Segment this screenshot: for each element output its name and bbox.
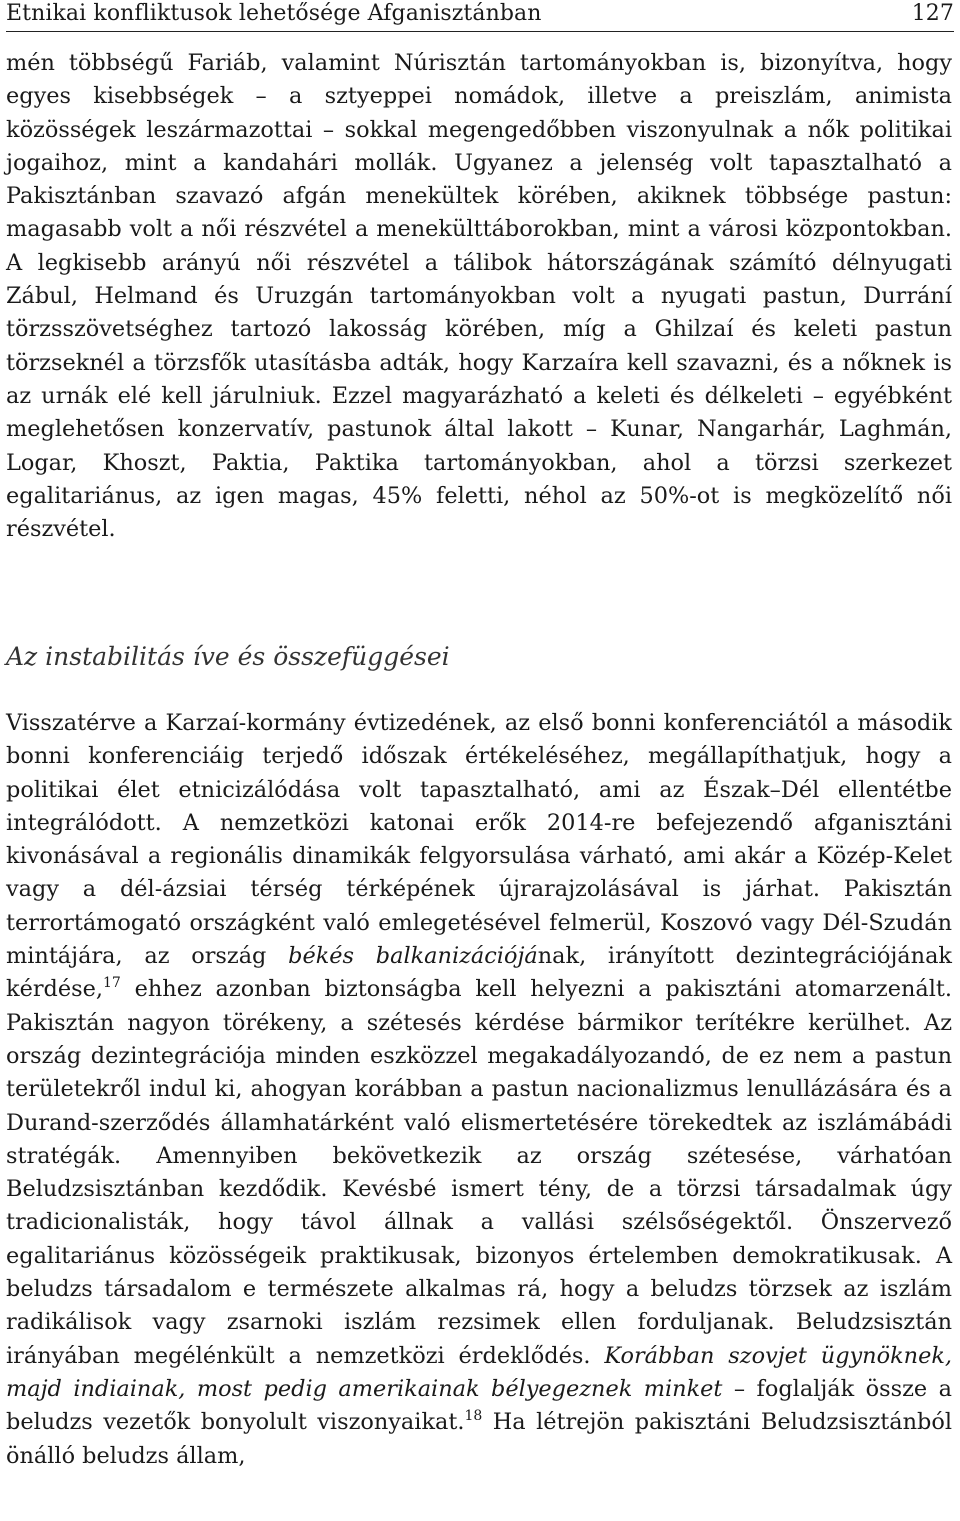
paragraph-2-text-4: – foglalják össze a beludzs vezetők bonyolult viszonyaikat. — [6, 1375, 953, 1436]
page-number: 127 — [911, 1, 954, 26]
running-title: Etnikai konfliktusok lehetősége Afganisztánban — [6, 1, 542, 26]
paragraph-2-text-2: nak, irányított dezintegrációjának kérdése, — [6, 943, 952, 1003]
italic-phrase-1: békés balkanizációjá — [288, 943, 538, 970]
paragraph-2-text-1: Visszatérve a Karzaí-kormány évtizedének, az első bonni konferenciától a második bonni konferenciáig terjedő időszak értékeléséhez, megállapíthatjuk, hogy a politikai élet etnicizálódása volt tapasztalható, ami az Észak–Dél ellentétbe integrálódott. A nemzetközi katonai erők 2014-re befejezendő afganisztáni kivonásával a regionális dinamikák felgyorsulása várható, ami akár a Közép-Kelet vagy a dél-ázsiai térség térképének újrarajzolásával is járhat. Pakisztán terrortámogató országként való emlegetésével felmerül, Koszovó vagy Dél-Szudán mintájára, az ország — [6, 710, 952, 970]
footnote-ref-17[interactable]: 17 — [102, 975, 121, 992]
italic-quote: Korábban szovjet ügynöknek, majd indiainak, most pedig amerikainak bélyegeznek minket — [6, 1342, 952, 1402]
section-heading: Az instabilitás íve és összefüggései — [6, 642, 450, 671]
body-paragraph-1: mén többségű Fariáb, valamint Núrisztán tartományokban is, bizonyítva, hogy egyes kisebbségek – a sztyeppei nomádok, illetve a preiszlám, animista közösségek leszármazottai – sokkal megengedőbben viszonyulnak a nők politikai jogaihoz, mint a kandahári mollák. Ugyanez a jelenség volt tapasztalható a Pakisztánban szavazó afgán menekültek körében, akiknek többsége pastun: magasabb volt a női részvétel a menekülttáborokban, mint a városi központokban. A legkisebb arányú női részvétel a tálibok hátországának számító délnyugati Zábul, Helmand és Uruzgán tartományokban volt a nyugati pastun, Durrání törzsszövetséghez tartozó lakosság körében, míg a Ghilzaí és keleti pastun törzseknél a törzsfők utasításba adták, hogy Karzaíra kell szavazni, és a nőknek is az urnák elé kell járulniuk. Ezzel magyarázható a keleti és délkeleti – egyébként meglehetősen konzervatív, pastunok által lakott – Kunar, Nangarhár, Laghmán, Logar, Khoszt, Paktia, Paktika tartományokban, ahol a törzsi szerkezet egalitariánus, az igen magas, 45% feletti, néhol az 50%-ot is megközelítő női részvétel. — [6, 50, 952, 543]
paragraph-2-text-5: Ha létrejön pakisztáni Beludzsisztánból önálló beludzs állam, — [6, 1409, 952, 1469]
header-rule — [6, 31, 954, 32]
body-paragraph-2 — [6, 707, 952, 1473]
paragraph-2-text-3: ehhez azonban biztonságba kell helyezni a pakisztáni atomarzenált. Pakisztán nagyon törékeny, a szétesés kérdése bármikor terítékre kerülhet. Az ország dezintegrációja minden eszközzel megakadályozandó, de ez nem a pastun területekről indul ki, ahogyan korábban a pastun nacionalizmus lenullázására és a Durand-szerződés államhatárként való elismertetésére törekedtek az iszlámábádi stratégák. Amennyiben bekövetkezik az ország szétesése, várhatóan Beludzsisztánban kezdődik. Kevésbé ismert tény, de a törzsi társadalmak úgy tradicionalisták, hogy távol állnak a vallási szélsőségektől. Önszervező egalitariánus közösségeik praktikusak, bizonyos értelemben demokratikusak. A beludzs társadalom e természete alkalmas rá, hogy a beludzs törzsek az iszlám radikálisok vagy zsarnoki iszlám rezsimek ellen forduljanak. Beludzsisztán irányában megélénkült a nemzetközi érdeklődés. — [6, 976, 952, 1369]
running-header — [6, 0, 954, 30]
footnote-ref-18[interactable]: 18 — [464, 1408, 483, 1425]
